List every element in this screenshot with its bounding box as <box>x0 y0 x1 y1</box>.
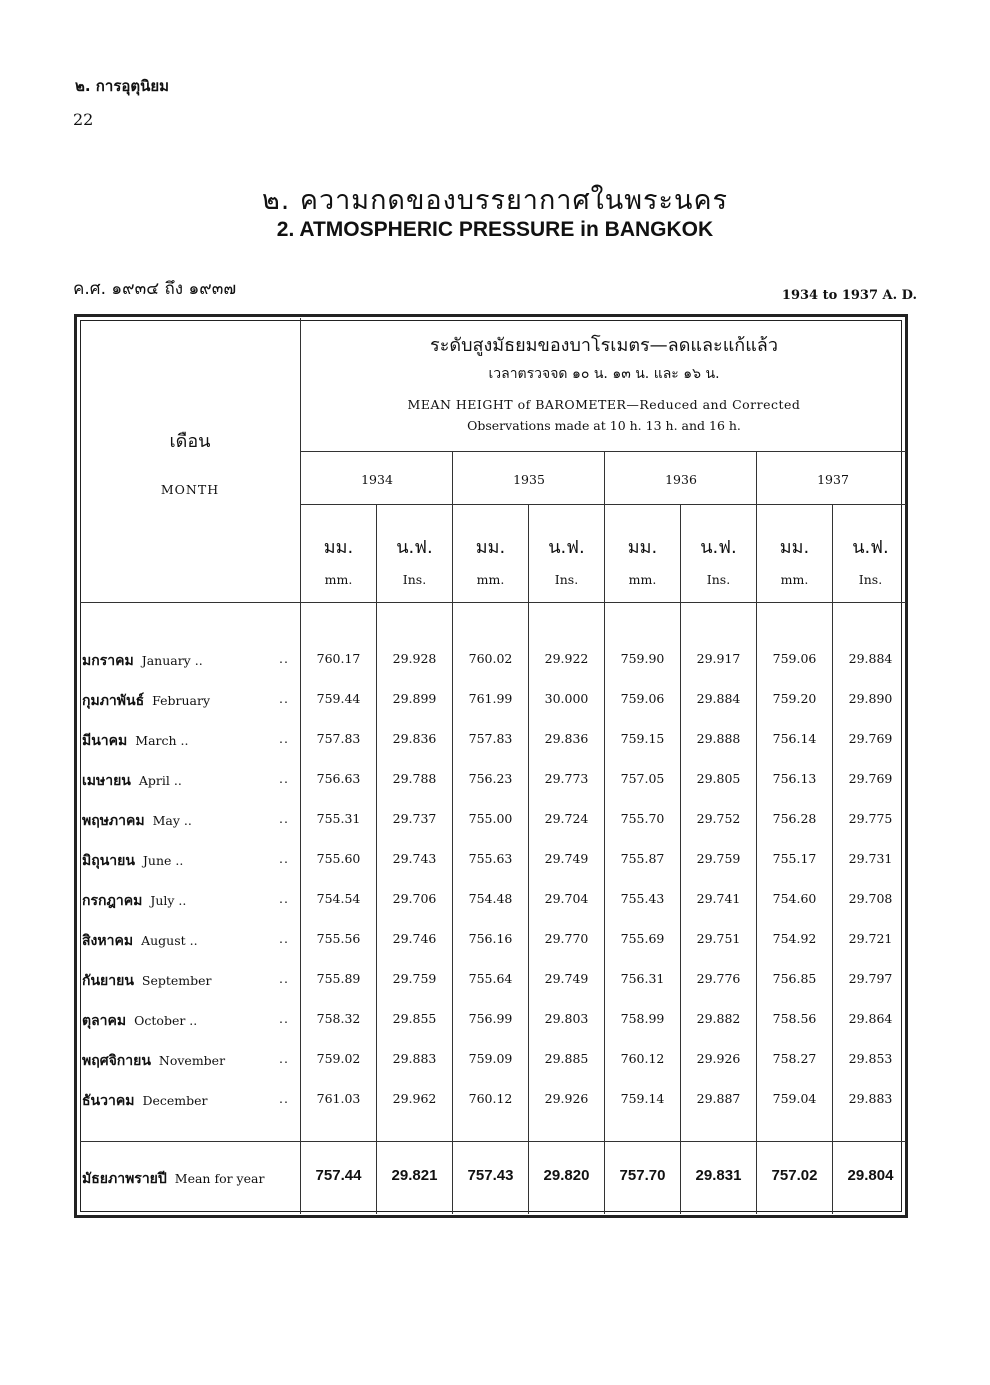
month-name-english: June .. <box>142 853 184 868</box>
mean-divider <box>80 1141 906 1142</box>
header-english-line-2: Observations made at 10 h. 13 h. and 16 h. <box>467 418 741 433</box>
unit-in-thai: น.ฟ. <box>548 537 585 558</box>
month-name-english: August .. <box>141 933 198 948</box>
cell-1937-in: 29.864 <box>848 1011 893 1026</box>
cell-1936-mm: 759.90 <box>620 651 665 666</box>
cell-1934-mm: 755.89 <box>316 971 361 986</box>
cell-1937-in: 29.853 <box>848 1051 893 1066</box>
mean-1937-in: 29.804 <box>847 1167 894 1184</box>
cell-1934-mm: 755.31 <box>316 811 361 826</box>
cell-1936-mm: 756.31 <box>620 971 665 986</box>
cell-1934-in: 29.706 <box>392 891 437 906</box>
month-name-thai: สิงหาคม <box>82 933 134 949</box>
unit-mm-thai: มม. <box>627 537 658 558</box>
cell-1935-in: 29.885 <box>544 1051 589 1066</box>
unit-mm-english: mm. <box>628 572 657 587</box>
cell-1934-in: 29.737 <box>392 811 437 826</box>
cell-1937-in: 29.883 <box>848 1091 893 1106</box>
month-name-english: January .. <box>141 653 203 668</box>
cell-1937-mm: 756.14 <box>772 731 817 746</box>
cell-1934-in: 29.788 <box>392 771 437 786</box>
cell-1935-mm: 756.23 <box>468 771 513 786</box>
leader-dots: .. <box>279 971 289 986</box>
table-row-label <box>82 1010 297 1032</box>
cell-1937-mm: 755.17 <box>772 851 817 866</box>
month-name-thai: ธันวาคม <box>82 1093 135 1109</box>
leader-dots: .. <box>279 811 289 826</box>
cell-1935-in: 29.749 <box>544 971 589 986</box>
month-name-english: May .. <box>152 813 192 828</box>
cell-1934-mm: 757.83 <box>316 731 361 746</box>
cell-1936-in: 29.888 <box>696 731 741 746</box>
cell-1935-in: 29.836 <box>544 731 589 746</box>
cell-1934-in: 29.836 <box>392 731 437 746</box>
cell-1935-mm: 756.16 <box>468 931 513 946</box>
cell-1935-in: 30.000 <box>544 691 589 706</box>
leader-dots: .. <box>279 851 289 866</box>
mean-1935-in: 29.820 <box>543 1167 590 1184</box>
table-row-label <box>82 770 297 792</box>
month-name-english: April .. <box>138 773 182 788</box>
table-row-label <box>82 1050 297 1072</box>
cell-1934-mm: 761.03 <box>316 1091 361 1106</box>
cell-1935-mm: 760.02 <box>468 651 513 666</box>
year-1936: 1936 <box>665 472 697 487</box>
leader-dots: .. <box>279 731 289 746</box>
cell-1936-mm: 759.15 <box>620 731 665 746</box>
mean-1934-mm: 757.44 <box>315 1167 362 1184</box>
cell-1936-in: 29.741 <box>696 891 741 906</box>
cell-1937-mm: 756.13 <box>772 771 817 786</box>
month-name-thai: กันยายน <box>82 973 134 989</box>
mean-1934-in: 29.821 <box>391 1167 438 1184</box>
cell-1937-mm: 756.85 <box>772 971 817 986</box>
month-name-english: September <box>141 973 212 988</box>
period-english: 1934 to 1937 A. D. <box>781 288 917 303</box>
year-1935: 1935 <box>513 472 545 487</box>
mean-1937-mm: 757.02 <box>771 1167 818 1184</box>
month-header-thai: เดือน <box>169 431 211 452</box>
cell-1936-in: 29.917 <box>696 651 741 666</box>
header-thai-line-1: ระดับสูงมัธยมของบาโรเมตร—ลดและแก้แล้ว <box>430 335 778 356</box>
unit-mm-thai: มม. <box>323 537 354 558</box>
cell-1935-mm: 755.63 <box>468 851 513 866</box>
cell-1936-mm: 757.05 <box>620 771 665 786</box>
cell-1937-in: 29.797 <box>848 971 893 986</box>
cell-1935-in: 29.922 <box>544 651 589 666</box>
header-divider <box>300 451 906 452</box>
table-row-label <box>82 890 297 912</box>
cell-1936-mm: 755.69 <box>620 931 665 946</box>
cell-1934-mm: 755.56 <box>316 931 361 946</box>
cell-1935-in: 29.773 <box>544 771 589 786</box>
cell-1936-mm: 758.99 <box>620 1011 665 1026</box>
cell-1936-mm: 755.43 <box>620 891 665 906</box>
cell-1937-in: 29.708 <box>848 891 893 906</box>
title-thai: ๒. ความกดของบรรยากาศในพระนคร <box>261 185 729 216</box>
table-row-label <box>82 1090 297 1112</box>
month-name-thai: มีนาคม <box>82 733 128 749</box>
leader-dots: .. <box>279 1011 289 1026</box>
mean-label-english: Mean for year <box>174 1171 265 1186</box>
unit-mm-english: mm. <box>780 572 809 587</box>
month-name-english: March .. <box>135 733 189 748</box>
table-row-label <box>82 690 297 712</box>
cell-1936-mm: 759.06 <box>620 691 665 706</box>
column-header-divider <box>80 602 906 603</box>
month-name-thai: เมษายน <box>82 773 131 789</box>
cell-1936-in: 29.759 <box>696 851 741 866</box>
cell-1937-in: 29.890 <box>848 691 893 706</box>
cell-1936-in: 29.887 <box>696 1091 741 1106</box>
title-english: 2. ATMOSPHERIC PRESSURE in BANGKOK <box>276 218 714 241</box>
unit-in-english: Ins. <box>554 572 579 587</box>
header-thai-line-2: เวลาตรวจจด ๑๐ น. ๑๓ น. และ ๑๖ น. <box>488 366 720 382</box>
cell-1936-mm: 760.12 <box>620 1051 665 1066</box>
cell-1936-mm: 755.87 <box>620 851 665 866</box>
table-row-label <box>82 930 297 952</box>
cell-1937-mm: 754.92 <box>772 931 817 946</box>
cell-1935-in: 29.770 <box>544 931 589 946</box>
cell-1935-mm: 757.83 <box>468 731 513 746</box>
cell-1937-mm: 756.28 <box>772 811 817 826</box>
cell-1935-mm: 755.64 <box>468 971 513 986</box>
month-name-english: October .. <box>134 1013 198 1028</box>
mean-1936-in: 29.831 <box>695 1167 742 1184</box>
month-name-english: November <box>158 1053 226 1068</box>
table-row-label <box>82 850 297 872</box>
cell-1934-in: 29.855 <box>392 1011 437 1026</box>
unit-mm-english: mm. <box>476 572 505 587</box>
cell-1936-in: 29.882 <box>696 1011 741 1026</box>
month-header-english: MONTH <box>160 482 220 497</box>
leader-dots: .. <box>279 651 289 666</box>
unit-in-english: Ins. <box>706 572 731 587</box>
unit-in-english: Ins. <box>858 572 883 587</box>
mean-1936-mm: 757.70 <box>619 1167 666 1184</box>
cell-1937-mm: 759.06 <box>772 651 817 666</box>
cell-1935-mm: 759.09 <box>468 1051 513 1066</box>
year-divider <box>300 504 906 505</box>
month-name-thai: พฤศจิกายน <box>82 1053 151 1069</box>
unit-mm-thai: มม. <box>779 537 810 558</box>
year-1937: 1937 <box>817 472 849 487</box>
cell-1934-mm: 755.60 <box>316 851 361 866</box>
cell-1934-mm: 759.44 <box>316 691 361 706</box>
leader-dots: .. <box>279 691 289 706</box>
cell-1937-mm: 759.04 <box>772 1091 817 1106</box>
month-name-english: July .. <box>150 893 187 908</box>
month-name-thai: กุมภาพันธ์ <box>82 693 145 709</box>
column-divider-month <box>300 318 301 1214</box>
cell-1937-in: 29.769 <box>848 771 893 786</box>
cell-1937-in: 29.721 <box>848 931 893 946</box>
unit-in-thai: น.ฟ. <box>852 537 889 558</box>
cell-1934-mm: 760.17 <box>316 651 361 666</box>
leader-dots: .. <box>279 891 289 906</box>
cell-1934-mm: 759.02 <box>316 1051 361 1066</box>
cell-1936-in: 29.884 <box>696 691 741 706</box>
cell-1935-mm: 760.12 <box>468 1091 513 1106</box>
cell-1934-mm: 754.54 <box>316 891 361 906</box>
cell-1936-in: 29.751 <box>696 931 741 946</box>
cell-1935-mm: 755.00 <box>468 811 513 826</box>
running-head: ๒. การอุตุนิยม <box>75 77 170 95</box>
cell-1936-in: 29.776 <box>696 971 741 986</box>
mean-label-thai: มัธยภาพรายปี <box>82 1171 167 1187</box>
cell-1935-mm: 754.48 <box>468 891 513 906</box>
leader-dots: .. <box>279 771 289 786</box>
page-number: 22 <box>73 110 94 129</box>
cell-1937-mm: 754.60 <box>772 891 817 906</box>
cell-1937-mm: 759.20 <box>772 691 817 706</box>
month-name-thai: มกราคม <box>82 653 134 669</box>
cell-1936-in: 29.926 <box>696 1051 741 1066</box>
table-row-label <box>82 810 297 832</box>
cell-1935-in: 29.749 <box>544 851 589 866</box>
cell-1934-mm: 756.63 <box>316 771 361 786</box>
leader-dots: .. <box>279 1051 289 1066</box>
cell-1934-in: 29.928 <box>392 651 437 666</box>
month-name-thai: พฤษภาคม <box>82 813 145 829</box>
unit-mm-english: mm. <box>324 572 353 587</box>
cell-1937-mm: 758.27 <box>772 1051 817 1066</box>
unit-in-thai: น.ฟ. <box>700 537 737 558</box>
unit-mm-thai: มม. <box>475 537 506 558</box>
unit-in-english: Ins. <box>402 572 427 587</box>
table-row-label <box>82 730 297 752</box>
cell-1936-in: 29.752 <box>696 811 741 826</box>
year-1934: 1934 <box>361 472 393 487</box>
cell-1934-in: 29.743 <box>392 851 437 866</box>
cell-1937-in: 29.884 <box>848 651 893 666</box>
cell-1934-in: 29.759 <box>392 971 437 986</box>
cell-1935-in: 29.803 <box>544 1011 589 1026</box>
leader-dots: .. <box>279 931 289 946</box>
cell-1935-in: 29.926 <box>544 1091 589 1106</box>
period-thai: ค.ศ. ๑๙๓๔ ถึง ๑๙๓๗ <box>73 279 237 299</box>
header-english-line-1: MEAN HEIGHT of BAROMETER—Reduced and Corrected <box>407 397 801 412</box>
cell-1937-mm: 758.56 <box>772 1011 817 1026</box>
table-row-label <box>82 970 297 992</box>
mean-1935-mm: 757.43 <box>467 1167 514 1184</box>
cell-1935-mm: 756.99 <box>468 1011 513 1026</box>
unit-in-thai: น.ฟ. <box>396 537 433 558</box>
leader-dots: .. <box>279 1091 289 1106</box>
cell-1937-in: 29.775 <box>848 811 893 826</box>
cell-1935-in: 29.724 <box>544 811 589 826</box>
month-name-english: February <box>152 693 211 708</box>
month-name-thai: มิถุนายน <box>82 853 135 869</box>
cell-1936-in: 29.805 <box>696 771 741 786</box>
month-name-thai: ตุลาคม <box>82 1013 127 1029</box>
cell-1937-in: 29.769 <box>848 731 893 746</box>
table-row-label <box>82 650 297 672</box>
cell-1935-in: 29.704 <box>544 891 589 906</box>
cell-1934-in: 29.962 <box>392 1091 437 1106</box>
cell-1934-in: 29.883 <box>392 1051 437 1066</box>
month-name-english: December <box>142 1093 208 1108</box>
cell-1934-in: 29.899 <box>392 691 437 706</box>
cell-1936-mm: 755.70 <box>620 811 665 826</box>
cell-1937-in: 29.731 <box>848 851 893 866</box>
month-name-thai: กรกฎาคม <box>82 893 143 909</box>
cell-1935-mm: 761.99 <box>468 691 513 706</box>
mean-row-label <box>82 1168 297 1190</box>
cell-1936-mm: 759.14 <box>620 1091 665 1106</box>
cell-1934-in: 29.746 <box>392 931 437 946</box>
cell-1934-mm: 758.32 <box>316 1011 361 1026</box>
